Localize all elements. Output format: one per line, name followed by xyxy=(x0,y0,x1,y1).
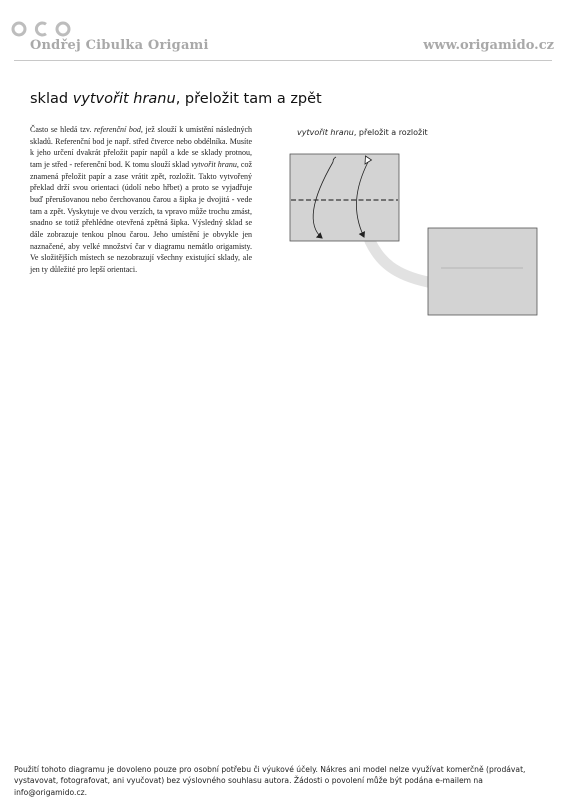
page-title xyxy=(30,91,322,107)
copyright-notice: Použití tohoto diagramu je dovoleno pouze pro osobní potřebu či výukové účely. Nákres ani model nelze využívat komerčně (prodávat, vystavovat, fotografovat, ani vyučovat) bez výslovného souhlasu autora. Žádosti o povolení může být podána e-mailem na info@origamido.cz. xyxy=(14,765,526,797)
header-divider xyxy=(14,60,552,61)
open-arrowhead-icon xyxy=(365,156,372,164)
arrow-tail xyxy=(333,157,336,162)
fold-arrow xyxy=(313,162,333,238)
body-text-3: , což znamená přeložit papír a zase vrátit zpět, rozložit. Takto vytvořený překlad drží svou orientaci (údolí nebo hřbet) a proto se vyjadřuje buď přerušovanou nebo čerchovanou čarou a šipka je dvojitá - vede tam a zpět. Vyskytuje ve dvou verzích, ta vpravo může trochu zmást, snadno se totiž přehlédne otevřená zpětná šipka. Výsledný sklad se dále zobrazuje tenkou plnou čarou. Jeho umístění je obvykle jen naznačené, aby velké množství čar v diagramu nemátlo origamisty. Ve složitějších místech se nezobrazují všechny existující sklady, ale jen ty důležité pro lepší orientaci. xyxy=(30,159,253,274)
caption-italic: vytvořit hranu xyxy=(297,128,354,137)
caption-rest: , přeložit a rozložit xyxy=(353,128,428,137)
step-connector xyxy=(370,241,428,282)
title-prefix: sklad xyxy=(30,91,73,107)
unfold-arrow xyxy=(356,162,368,237)
paper-step-1 xyxy=(290,154,399,241)
origamido-logo xyxy=(11,21,73,37)
brand-name: Ondřej Cibulka Origami xyxy=(30,38,209,53)
body-paragraph xyxy=(30,124,252,276)
title-italic: vytvořit hranu xyxy=(72,91,176,107)
term-reference-point: referenční bod xyxy=(93,125,141,134)
title-suffix: , přeložit tam a zpět xyxy=(175,91,322,107)
body-text-2: , jež slouží k umístění následných skladů. Referenční bod je např. střed čtverce nebo obdélníka. Musíte k jeho určení dvakrát přeložit papír napůl a kde se sklady protnou, tam je střed - referenční bod. K tomu slouží sklad xyxy=(30,125,253,169)
website-link[interactable]: www.origamido.cz xyxy=(423,38,554,53)
body-text-1: Často se hledá tzv. xyxy=(30,125,94,134)
figure-caption xyxy=(297,128,428,137)
paper-step-2 xyxy=(428,228,537,315)
term-make-edge: vytvořit hranu xyxy=(191,159,237,169)
